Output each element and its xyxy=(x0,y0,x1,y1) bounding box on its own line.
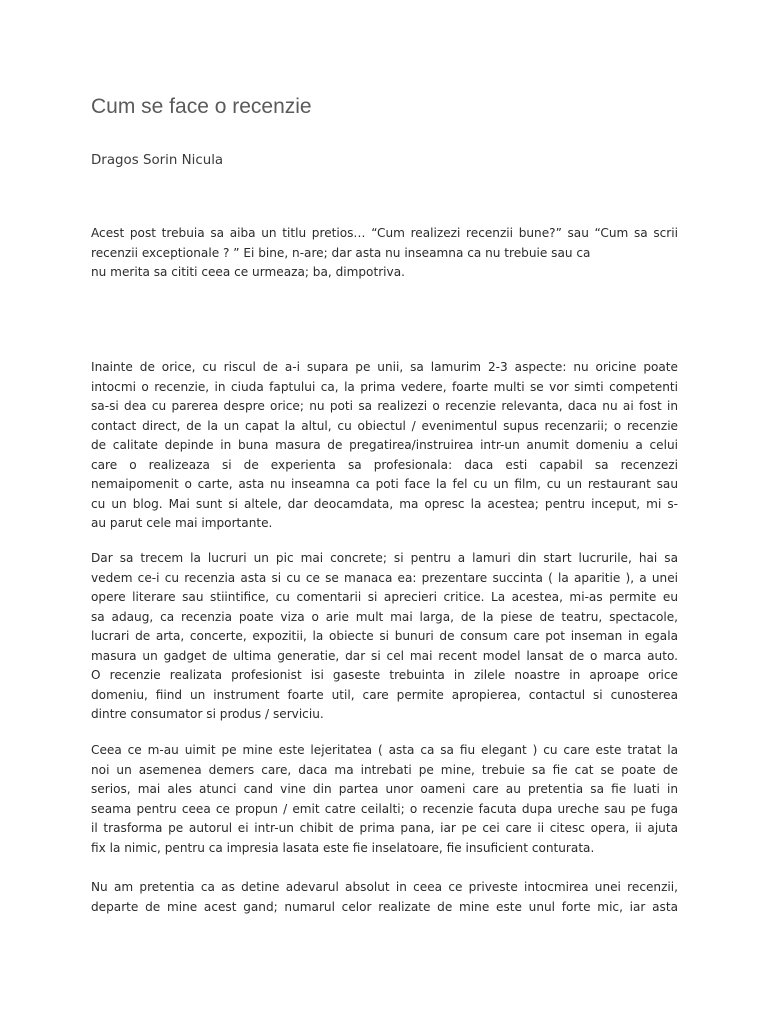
text-line: Nu am pretentia ca as detine adevarul absolut in ceea ce priveste intocmirea unei recenzii, xyxy=(91,880,678,894)
paragraph-3 xyxy=(91,741,678,858)
text-line: Acest post trebuia sa aiba un titlu pretios… “Cum realizezi recenzii bune?” sau “Cum sa scrii xyxy=(91,226,678,240)
text-line: O recenzie realizata profesionist isi gaseste trebuinta in zilele noastre in aproape orice xyxy=(91,668,678,682)
text-line: fix la nimic, pentru ca impresia lasata este fie inselatoare, fie insuficient conturata. xyxy=(91,840,595,855)
text-line: masura un gadget de ultima generatie, dar si cel mai recent model lansat de o marca auto. xyxy=(91,648,678,663)
text-line: vedem ce-i cu recenzia asta si cu ce se manaca ea: prezentare succinta ( la aparitie ), a unei xyxy=(91,570,678,585)
text-line: lucrari de arta, concerte, expozitii, la obiecte si bunuri de consum care pot inseman in egala xyxy=(91,629,678,643)
text-line: Dar sa trecem la lucruri un pic mai concrete; si pentru a lamuri din start lucrurile, hai sa xyxy=(91,551,678,565)
text-line: nu merita sa cititi ceea ce urmeaza; ba, dimpotriva. xyxy=(91,265,405,279)
text-line: opere literare sau stiintifice, cu comentarii si aprecieri critice. La acestea, mi-as permite eu xyxy=(91,590,678,604)
text-line: il trasforma pe autorul ei intr-un chibit de prima pana, iar pe cei care ii citesc opera, ii ajuta xyxy=(91,821,678,835)
text-line: noi un asemenea demers care, daca ma intrebati pe mine, trebuie sa fie cat se poate de xyxy=(91,762,678,777)
text-line: care o realizeaza si de experienta sa profesionala: daca esti capabil sa recenzezi xyxy=(91,457,678,472)
text-line: sa adaug, ca recenzia poate viza o arie mult mai larga, de la piese de teatru, spectacole, xyxy=(91,609,678,624)
paragraph-intro xyxy=(91,224,678,283)
text-line: nemaipomenit o carte, asta nu inseamna ca poti face la fel cu un film, cu un restaurant sau xyxy=(91,477,678,491)
text-line: departe de mine acest gand; numarul celor realizate de mine este unul forte mic, iar asta xyxy=(91,899,678,914)
text-line: de calitate depinde in buna masura de pregatirea/instruirea intr-un anumit domeniu a celui xyxy=(91,438,678,452)
text-line: au parut cele mai importante. xyxy=(91,516,273,530)
text-line: contact direct, de la un capat la altul, cu obiectul / evenimentul supus recenzarii; o recenzie xyxy=(91,418,678,433)
paragraph-1 xyxy=(91,358,678,534)
text-line: sa-si dea cu parerea despre orice; nu poti sa realizezi o recenzie relevanta, daca nu ai fost in xyxy=(91,399,678,413)
text-line: domeniu, fiind un instrument foarte util, care permite apropierea, contactul si cunosterea xyxy=(91,687,678,702)
paragraph-2 xyxy=(91,549,678,725)
text-line: recenzii exceptionale ? ” Ei bine, n-are; dar asta nu inseamna ca nu trebuie sau ca xyxy=(91,245,591,260)
text-line: dintre consumator si produs / serviciu. xyxy=(91,707,324,721)
text-line: serios, mai ales atunci cand vine din partea unor oameni care au pretentia sa fie luati in xyxy=(91,782,678,796)
document-author: Dragos Sorin Nicula xyxy=(91,153,224,168)
document-title: Cum se face o recenzie xyxy=(91,95,312,118)
text-line: Inainte de orice, cu riscul de a-i supara pe unii, sa lamurim 2-3 aspecte: nu oricine poate xyxy=(91,360,678,374)
text-line: cu un blog. Mai sunt si altele, dar deocamdata, ma opresc la acestea; pentru inceput, mi s- xyxy=(91,496,678,511)
paragraph-4 xyxy=(91,878,678,917)
text-line: Ceea ce m-au uimit pe mine este lejeritatea ( asta ca sa fiu elegant ) cu care este tratat la xyxy=(91,743,678,757)
text-line: intocmi o recenzie, in ciuda faptului ca, la prima vedere, foarte multi se vor simti competenti xyxy=(91,379,678,394)
text-line: seama pentru ceea ce propun / emit catre ceilalti; o recenzie facuta dupa ureche sau pe fuga xyxy=(91,801,678,816)
